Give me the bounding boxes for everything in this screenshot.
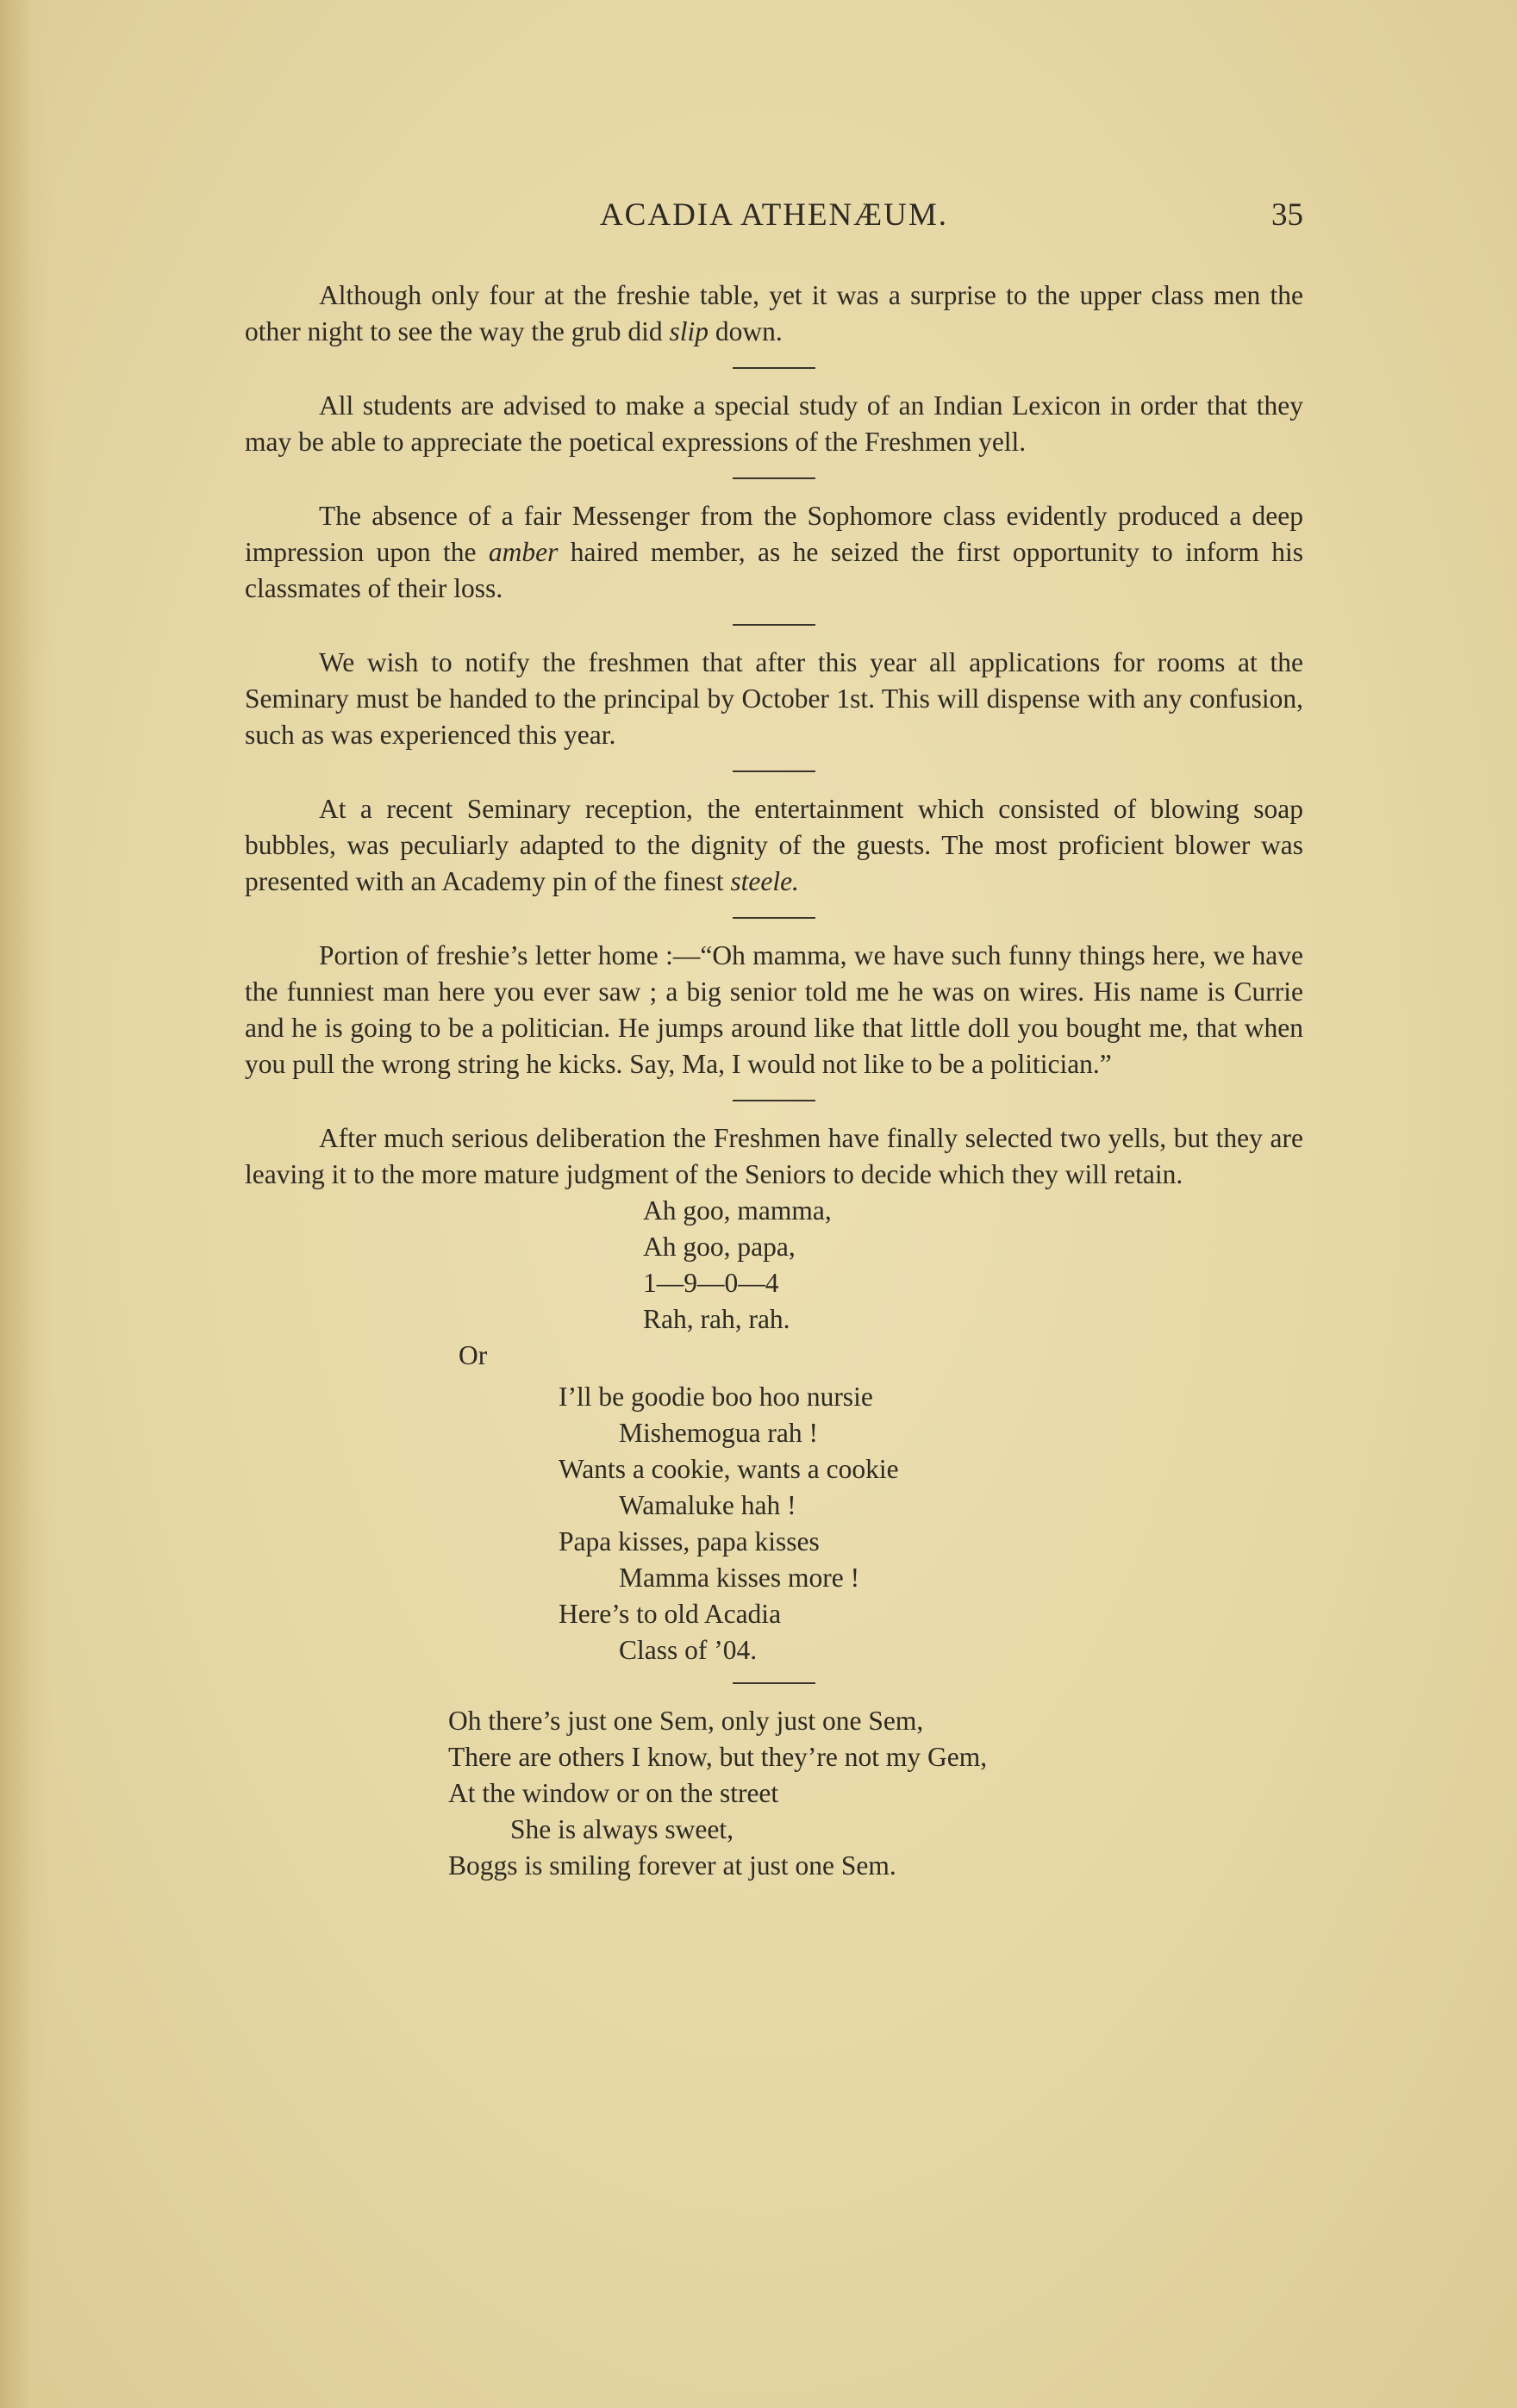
paragraph-messenger: The absence of a fair Messenger from the Sophomore class evidently produced a deep impression upon the amber haired member, as he seized the first opportunity to inform his classmates of their loss. (245, 501, 1303, 603)
verse-line: There are others I know, but they’re not my Gem, (448, 1742, 988, 1772)
verse-line: Mamma kisses more ! (619, 1563, 860, 1593)
page-number: 35 (1271, 197, 1303, 233)
separator-rule (733, 770, 815, 772)
yell-two (559, 1379, 1303, 1669)
yell-one (643, 1193, 1303, 1338)
verse-line: Wants a cookie, wants a cookie (559, 1454, 899, 1484)
paragraph-freshie-table: Although only four at the freshie table, yet it was a surprise to the upper class men the other night to see the way the grub did slip down. (245, 280, 1303, 346)
page-gutter-shadow (0, 0, 52, 2408)
verse-line: Wamaluke hah ! (619, 1490, 796, 1520)
running-head (245, 197, 1303, 236)
separator-rule (733, 1682, 815, 1684)
paragraph-soap-bubbles: At a recent Seminary reception, the entertainment which consisted of blowing soap bubbles, was peculiarly adapted to the dignity of the guests. The most proficient blower was presented with an Academy pin of the finest steele. (245, 794, 1303, 896)
verse-line: Boggs is smiling forever at just one Sem. (448, 1850, 896, 1881)
or-separator: Or (459, 1340, 488, 1370)
italic-word: amber (488, 537, 559, 567)
running-title: ACADIA ATHENÆUM. (599, 197, 949, 233)
separator-rule (733, 917, 815, 919)
paragraph-indian-lexicon: All students are advised to make a special study of an Indian Lexicon in order that they may be able to appreciate the poetical expressions of the Freshmen yell. (245, 390, 1303, 457)
italic-word: slip (669, 316, 709, 346)
text-column (245, 278, 1303, 1884)
verse-line: Class of ’04. (619, 1635, 758, 1665)
verse-line: Rah, rah, rah. (643, 1304, 790, 1334)
verse-line: I’ll be goodie boo hoo nursie (559, 1382, 873, 1412)
separator-rule (733, 367, 815, 369)
sem-song (448, 1703, 1303, 1884)
separator-rule (733, 624, 815, 626)
paragraph-seminary-rooms: We wish to notify the freshmen that after this year all applications for rooms at the Seminary must be handed to the principal by October 1st. This will dispense with any confusion, such as was experienced this year. (245, 647, 1303, 750)
verse-line: Papa kisses, papa kisses (559, 1526, 820, 1556)
verse-line: Ah goo, mamma, (643, 1195, 832, 1226)
verse-line: Here’s to old Acadia (559, 1599, 782, 1629)
verse-line: She is always sweet, (510, 1814, 734, 1844)
verse-line: Oh there’s just one Sem, only just one Sem, (448, 1706, 924, 1736)
verse-line: Ah goo, papa, (643, 1232, 796, 1262)
separator-rule (733, 1100, 815, 1101)
verse-line: 1—9—0—4 (643, 1268, 779, 1298)
verse-line: At the window or on the street (448, 1778, 779, 1808)
paragraph-freshie-letter: Portion of freshie’s letter home :—“Oh mamma, we have such funny things here, we have the funniest man here you ever saw ; a big senior told me he was on wires. His name is Currie and he is going to be a politician. He jumps around like that little doll you bought me, that when you pull the wrong string he kicks. Say, Ma, I would not like to be a politician.” (245, 940, 1303, 1079)
italic-word: steele. (730, 866, 799, 896)
verse-line: Mishemogua rah ! (619, 1418, 818, 1448)
separator-rule (733, 477, 815, 479)
paragraph-freshmen-yells: After much serious deliberation the Freshmen have finally selected two yells, but they are leaving it to the more mature judgment of the Seniors to decide which they will retain. (245, 1123, 1303, 1189)
